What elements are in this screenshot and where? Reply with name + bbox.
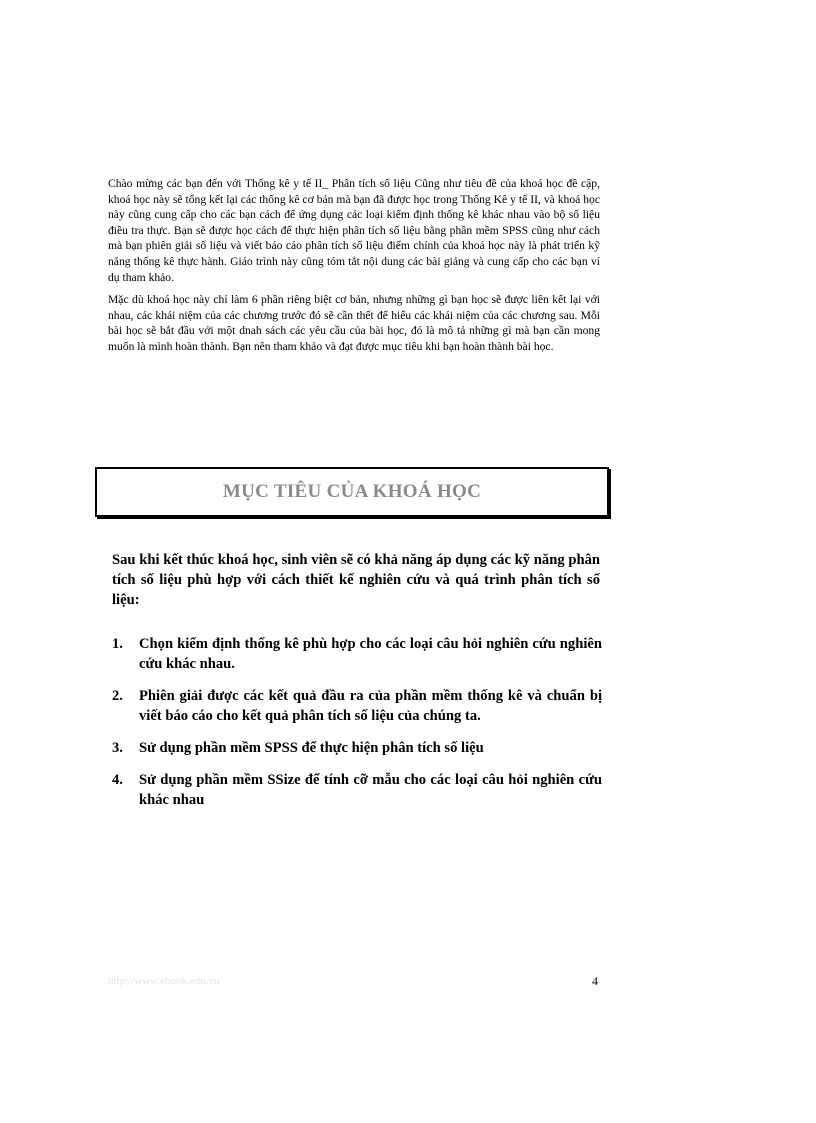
intro-paragraph-2: Mặc dù khoá học này chỉ làm 6 phần riêng biệt cơ bản, nhưng những gì bạn học sẽ được liên kết lại với nhau, các khái niệm của các chương trước đó sẽ cần thết để hiểu các khái niệm của các chương sau. Mỗi bài học sẽ bắt đầu với một dnah sách các yêu cầu của bài học, đó là mô tả những gì mà bạn cần mong muốn là mình hoàn thành. Bạn nên tham khảo và đạt được mục tiêu khi bạn hoàn thành bài học. [108, 293, 600, 353]
objective-text: Phiên giải được các kết quả đầu ra của phần mềm thống kê và chuẩn bị viết báo cáo cho kết quả phân tích số liệu của chúng ta. [139, 688, 602, 724]
objectives-list [112, 634, 602, 822]
objective-number: 3. [112, 740, 123, 756]
objective-item-2 [112, 686, 602, 726]
section-title-box [95, 467, 609, 517]
objectives-lead: Sau khi kết thúc khoá học, sinh viên sẽ có khả năng áp dụng các kỹ năng phân tích số liệu phù hợp với cách thiết kế nghiên cứu và quá trình phân tích số liệu: [112, 552, 600, 608]
objective-number: 2. [112, 688, 123, 704]
objective-item-4 [112, 770, 602, 810]
objective-text: Sử dụng phần mềm SPSS để thực hiện phân tích số liệu [139, 740, 484, 756]
footer-url[interactable]: http://www.ebook.edu.vn [108, 975, 220, 987]
intro-section [108, 176, 600, 362]
intro-paragraph-1: Chào mừng các bạn đến với Thống kê y tế II_ Phân tích số liệu Cũng như tiêu đề của khoá học đề cập, khoá học này sẽ tổng kết lại các thống kê cơ bản mà bạn đã được học trong Thống Kê y tế II, và khoá học này cũng cung cấp cho các bạn cách để ứng dụng các loại kiểm định thống kê khác nhau vào bộ số liệu điều tra thực. Bạn sẽ được học cách để thực hiện phân tích số liệu bằng phần mềm SPSS cũng như cách mà bạn phiên giải số liệu và viết báo cáo phân tích số liệu điểm chính của khoá học này là phát triển kỹ năng thống kê thực hành. Giáo trình này cũng tóm tắt nội dung các bài giảng và cung cấp cho các bạn ví dụ tham khảo. [108, 177, 600, 284]
objective-item-1 [112, 634, 602, 674]
objective-number: 1. [112, 636, 123, 652]
objective-text: Chọn kiểm định thống kê phù hợp cho các loại câu hỏi nghiên cứu nghiên cứu khác nhau. [139, 636, 602, 672]
page-number: 4 [592, 974, 598, 988]
objective-text: Sử dụng phần mềm SSize để tính cỡ mẫu cho các loại câu hỏi nghiên cứu khác nhau [139, 772, 602, 808]
section-title: MỤC TIÊU CỦA KHOÁ HỌC [222, 481, 482, 502]
objective-number: 4. [112, 772, 123, 788]
objective-item-3 [112, 738, 602, 758]
